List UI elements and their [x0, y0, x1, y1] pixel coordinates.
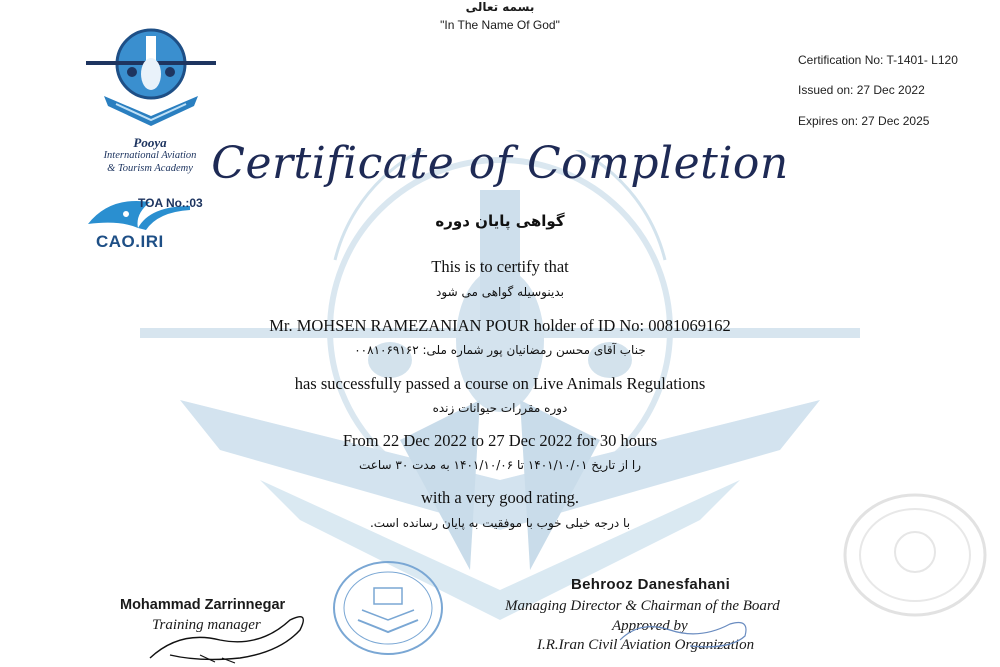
- certificate-title: Certificate of Completion: [211, 138, 789, 189]
- academy-subtitle-line1: International Aviation: [103, 150, 197, 161]
- course-text: has successfully passed a course on Live Animals Regulations: [294, 374, 706, 393]
- expiry-date: Expires on: 27 Dec 2025: [798, 114, 930, 128]
- academy-stamp: [332, 558, 444, 658]
- certification-number: Certification No: T-1401- L120: [798, 53, 958, 67]
- bismillah-text: بسمه تعالی: [465, 0, 535, 14]
- training-manager-title: Training manager: [152, 617, 261, 633]
- approved-by-label: Approved by: [612, 618, 688, 634]
- course-dates-text: From 22 Dec 2022 to 27 Dec 2022 for 30 hours: [342, 431, 658, 450]
- academy-subtitle-line2: & Tourism Academy: [107, 163, 193, 174]
- issued-date: Issued on: 27 Dec 2022: [798, 83, 925, 97]
- academy-name: Pooya: [133, 135, 167, 150]
- managing-director-signature: [610, 610, 760, 660]
- managing-director-title: Managing Director & Chairman of the Board: [505, 598, 780, 614]
- pooya-academy-logo: [86, 24, 216, 134]
- managing-director-name: Behrooz Danesfahani: [571, 576, 731, 593]
- cao-faded-stamp: [840, 490, 990, 620]
- toa-number: TOA No.:03: [138, 196, 203, 210]
- holder-text: Mr. MOHSEN RAMEZANIAN POUR holder of ID No: 0081069162: [269, 316, 731, 335]
- course-text-persian: دوره مقررات حیوانات زنده: [432, 401, 568, 415]
- training-manager-signature: [140, 600, 320, 667]
- certify-text: This is to certify that: [431, 257, 569, 276]
- training-manager-name: Mohammad Zarrinnegar: [120, 597, 286, 613]
- rating-text-persian: با درجه خیلی خوب با موفقیت به پایان رسانده است.: [369, 516, 631, 530]
- rating-text: with a very good rating.: [420, 488, 580, 507]
- certificate-title-persian: گواهی پایان دوره: [435, 212, 565, 230]
- course-dates-text-persian: را از تاریخ ۱۴۰۱/۱۰/۰۱ تا ۱۴۰۱/۱۰/۰۶ به مدت ۳۰ ساعت: [358, 458, 642, 472]
- in-the-name-of-god-text: "In The Name Of God": [440, 18, 560, 32]
- holder-text-persian: جناب آقای محسن رمضانیان پور شماره ملی: ۰۰۸۱۰۶۹۱۶۲: [354, 343, 646, 357]
- approving-organization: I.R.Iran Civil Aviation Organization: [537, 637, 755, 653]
- cao-iri-label: CAO.IRI: [96, 232, 164, 251]
- certify-text-persian: بدینوسیله گواهی می شود: [436, 285, 564, 299]
